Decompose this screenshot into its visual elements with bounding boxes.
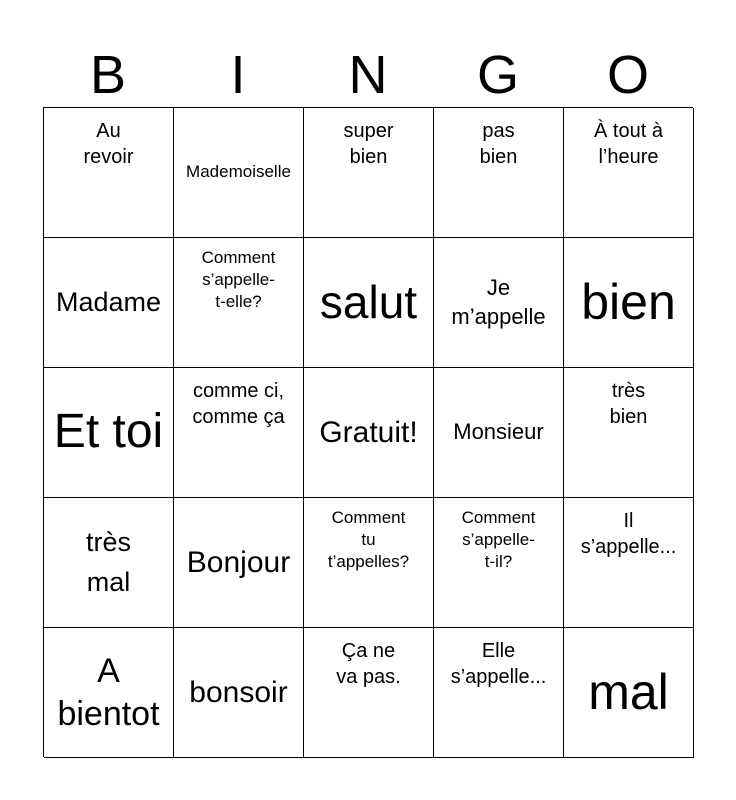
cell-text: Gratuit! xyxy=(319,416,418,449)
header-letter-i: I xyxy=(230,45,246,105)
bingo-cell-r4-c0[interactable] xyxy=(44,628,174,758)
bingo-cell-r0-c1[interactable] xyxy=(174,108,304,238)
cell-text: mal xyxy=(588,664,669,720)
bingo-header xyxy=(43,44,693,106)
bingo-cell-r0-c0[interactable] xyxy=(44,108,174,238)
bingo-cell-r4-c2[interactable] xyxy=(304,628,434,758)
bingo-cell-r0-c3[interactable] xyxy=(434,108,564,238)
bingo-cell-r2-c3[interactable] xyxy=(434,368,564,498)
cell-text: pas bien xyxy=(479,120,518,168)
header-letter-n: N xyxy=(348,45,388,105)
cell-text: Mademoiselle xyxy=(186,162,291,182)
cell-text: très mal xyxy=(85,527,131,597)
cell-text: Monsieur xyxy=(453,419,544,445)
cell-text: Elle s’appelle... xyxy=(450,640,547,688)
header-letter-b: B xyxy=(89,45,127,105)
cell-text: Il s’appelle... xyxy=(580,510,677,558)
bingo-cell-r0-c4[interactable] xyxy=(564,108,694,238)
cell-text: très bien xyxy=(609,380,648,428)
bingo-cell-r4-c1[interactable] xyxy=(174,628,304,758)
bingo-cell-r3-c4[interactable] xyxy=(564,498,694,628)
cell-text: comme ci, comme ça xyxy=(192,380,285,428)
bingo-cell-r1-c1[interactable] xyxy=(174,238,304,368)
bingo-cell-r2-c0[interactable] xyxy=(44,368,174,498)
bingo-cell-r0-c2[interactable] xyxy=(304,108,434,238)
cell-text: bien xyxy=(581,274,676,330)
bingo-cell-r1-c0[interactable] xyxy=(44,238,174,368)
bingo-cell-r3-c3[interactable] xyxy=(434,498,564,628)
cell-text: Ça ne va pas. xyxy=(336,640,401,688)
bingo-cell-r2-c1[interactable] xyxy=(174,368,304,498)
cell-text: super bien xyxy=(343,120,394,168)
cell-text: Madame xyxy=(55,286,162,317)
bingo-cell-r3-c2[interactable] xyxy=(304,498,434,628)
bingo-cell-r4-c4[interactable] xyxy=(564,628,694,758)
cell-text: À tout à l’heure xyxy=(594,120,663,168)
header-letter-g: G xyxy=(476,45,519,105)
cell-text: Au revoir xyxy=(83,120,134,168)
bingo-cell-r1-c4[interactable] xyxy=(564,238,694,368)
bingo-cell-r1-c3[interactable] xyxy=(434,238,564,368)
bingo-cell-r3-c0[interactable] xyxy=(44,498,174,628)
cell-text: Comment tu t’appelles? xyxy=(327,508,410,572)
cell-text: Bonjour xyxy=(186,546,291,579)
cell-text: Et toi xyxy=(53,405,164,459)
bingo-cell-r3-c1[interactable] xyxy=(174,498,304,628)
bingo-cell-r4-c3[interactable] xyxy=(434,628,564,758)
bingo-cell-r2-c4[interactable] xyxy=(564,368,694,498)
bingo-board xyxy=(43,107,693,757)
bingo-cell-r2-c2[interactable] xyxy=(304,368,434,498)
cell-text: salut xyxy=(319,276,418,329)
cell-text: Je m’appelle xyxy=(451,274,546,329)
cell-text: bonsoir xyxy=(189,676,288,709)
cell-text: Comment s’appelle- t-elle? xyxy=(201,248,276,312)
cell-text: A bientot xyxy=(57,652,160,733)
bingo-cell-r1-c2[interactable] xyxy=(304,238,434,368)
cell-text: Comment s’appelle- t-il? xyxy=(461,508,536,572)
header-letter-o: O xyxy=(606,45,649,105)
